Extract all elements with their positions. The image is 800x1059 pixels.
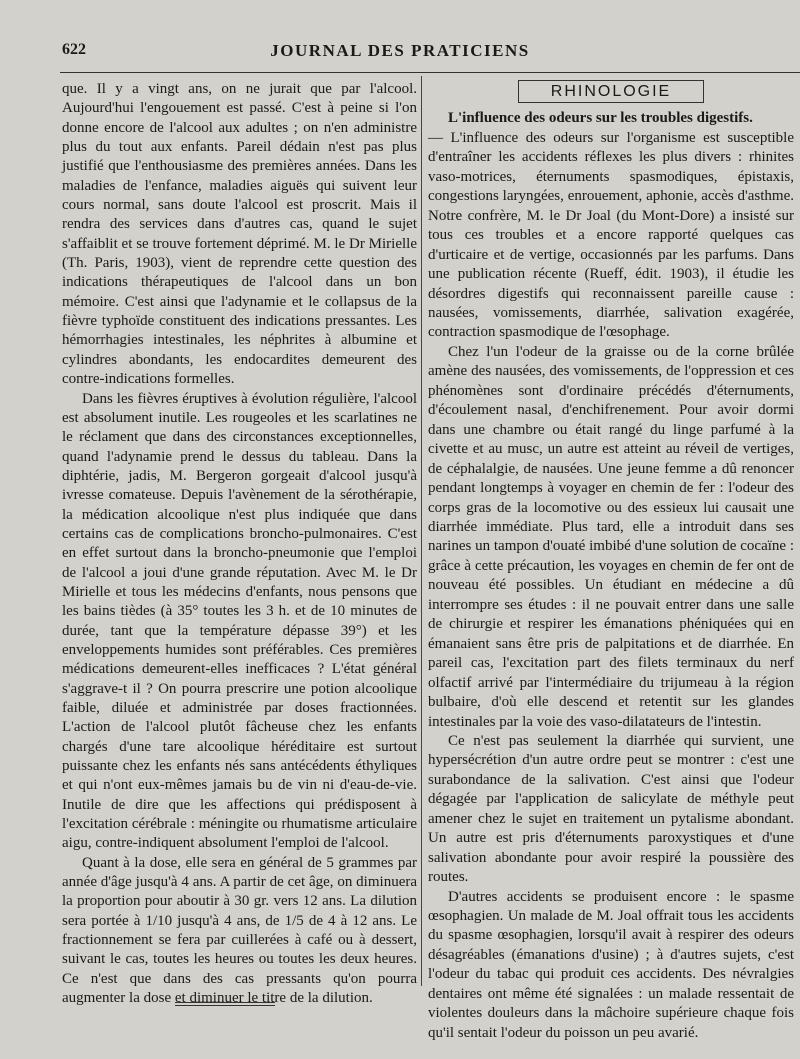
right-paragraph-4: D'autres accidents se produisent encore : le spasme œsophagien. Un malade de M. Joal offrait tous les accidents du spasme œsophagien, lorsqu'il avait à respirer des odeurs désagréables (émanations d'usine) ; à d'autres sujets, c'est l'odeur du tabac qui produit ces accidents. Des névralgies dentaires ont même été signalées : un malade ressentait de violentes douleurs dans la mâchoire supérieure chaque fois qu'il sentait l'odeur du poisson un peu avarié. [428, 888, 794, 1041]
right-paragraph-1: — L'influence des odeurs sur l'organisme est susceptible d'entraîner les accidents réflexes les plus divers : rhinites vaso-motrices, éternuments spasmodiques, épistaxis, congestions laryngées, enrouement, aphonie, accès d'asthme. Notre confrère, M. le Dr Joal (du Mont-Dore) a insisté sur tous ces troubles et a encore rapporté quelques cas d'urticaire et de vertige, occasionnés par les parfums. Dans une publication récente (Rueff, édit. 1903), il étudie les désordres digestifs qui reconnaissent pareille cause : nausées, vomissements, diarrhée, salivation exagérée, contraction spasmodique de l'œsophage. [428, 129, 794, 341]
end-rule-1 [175, 1002, 275, 1003]
header-rule [60, 72, 800, 73]
right-paragraph-3: Ce n'est pas seulement la diarrhée qui survient, une hypersécrétion d'un autre ordre peut se montrer : c'est une surabondance de la salivation. C'est ainsi que l'odeur dégagée par l'application de salicylate de méthyle peut amener chez le sujet en traitement un pytalisme abondant. Un autre est pris d'éternuments paroxystiques et d'une salivation abondante pour avoir respiré la poussière des routes. [428, 732, 794, 886]
article-title: L'influence des odeurs sur les troubles digestifs. [448, 110, 753, 127]
page-number: 622 [62, 41, 86, 58]
left-paragraph-1: que. Il y a vingt ans, on ne jurait que par l'alcool. Aujourd'hui l'engouement est passé. C'est à peine si l'on donne encore de l'alcool aux adultes ; on n'en administre plus du tout aux enfants. Pareil dédain n'est pas plus justifié que l'enthousiasme des premières années. Dans les maladies de l'enfance, maladies aiguës qui suivent leur cours normal, sans doute l'alcool est proscrit. Mais il rendra des services dans d'autres cas, quand le sujet s'affaiblit et se trouve fortement déprimé. M. le Dr Mirielle (Th. Paris, 1903), vient de reprendre cette question des indications thérapeutiques de l'alcool dans un bon mémoire. C'est ainsi que l'adynamie et le collapsus de la fièvre typhoïde constituent des indications pressantes. Les hémorrhagies intestinales, les néphrites à albumine et cylindres abondants, les endocardites demeurent des contre-indications formelles. [62, 81, 417, 388]
end-rule-2 [175, 1005, 275, 1006]
section-heading: RHINOLOGIE [518, 80, 704, 103]
left-paragraph-3: Quant à la dose, elle sera en général de 5 grammes par année d'âge jusqu'à 4 ans. A partir de cet âge, on diminuera la proportion pour aboutir à 30 gr. vers 12 ans. La dilution sera portée à 1/10 jusqu'à 4 ans, de 1/5 de 4 à 12 ans. Le fractionnement se fera par cuillerées à café ou à dessert, suivant le cas, toutes les heures ou toutes les deux heures. Ce n'est que dans des cas pressants qu'on pourra augmenter la dose et diminuer le titre de la dilution. [62, 854, 417, 1007]
right-paragraph-2: Chez l'un l'odeur de la graisse ou de la corne brûlée amène des nausées, des vomissements, de l'oppression et ces phénomènes sont d'ordinaire précédés d'éternuments, d'écoulement nasal, d'enchifrenement. Pour avoir dormi dans une chambre ou était rangé du linge parfumé à la civette et au musc, un autre est atteint au réveil de vertiges, de céphalalgie, de nausées. Une jeune femme a dû renoncer pendant longtemps à voyager en chemin de fer : l'odeur des corps gras de la locomotive ou des essieux lui causait une diarrhée immédiate. Plus tard, elle a introduit dans ses narines un tampon d'ouaté imbibé d'une solution de cocaïne : grâce à cette précaution, les voyages en chemin de fer ont de nouveau été possibles. Un étudiant en médecine a dû interrompre ses études : il ne pouvait entrer dans une salle de chirurgie et respirer les émanations phéniquées qui en émanaient sans être pris de palpitations et de diarrhée. En pareil cas, l'excitation part des filets terminaux du nerf olfactif arrivé par l'intermédiaire du trijumeau à la région bulbaire, d'où elle descend et retentit sur les glandes intestinales par la voie des vaso-dilatateurs de l'intestin. [428, 343, 794, 730]
left-paragraph-2: Dans les fièvres éruptives à évolution régulière, l'alcool est absolument inutile. Les rougeoles et les scarlatines ne le réclament que dans des circonstances exceptionnelles, quand l'adynamie prend le dessus du tableau. Dans la diphtérie, jadis, M. Bergeron gorgeait d'alcool jusqu'à ivresse comateuse. Depuis l'avènement de la sérothérapie, la médication alcoolique n'est plus indiquée que dans certains cas de complications broncho-pulmonaires. C'est en effet surtout dans la broncho-pneumonie que l'emploi de l'alcool a joui d'une grande réputation. Avec M. le Dr Mirielle et tous les médecins d'enfants, nous pensons que les bains tièdes (à 35° toutes les 3 h. et de 10 minutes de durée, tant que la température dépasse 39°) et les enveloppements humides sont préférables. Ces premières médications demeurent-elles inefficaces ? L'état général s'aggrave-t il ? On pourra prescrire une potion alcoolique faible, diluée et administrée par doses fractionnées. L'action de l'alcool plutôt fâcheuse chez les enfants chargés d'une tare alcoolique héréditaire est surtout puissante chez les enfants nés sans antécédents éthyliques et qui n'ont eux-mêmes jamais bu de vin ni d'eau-de-vie. Inutile de dire que les affections qui prédisposent à l'excitation cérébrale : méningite ou rhumatisme articulaire aigu, contre-indiquent absolument l'emploi de l'alcool. [62, 390, 417, 852]
column-divider [421, 76, 422, 986]
right-column [428, 80, 794, 1043]
section-heading-box [428, 80, 794, 103]
running-title: JOURNAL DES PRATICIENS [270, 41, 530, 60]
left-column [62, 80, 417, 1009]
